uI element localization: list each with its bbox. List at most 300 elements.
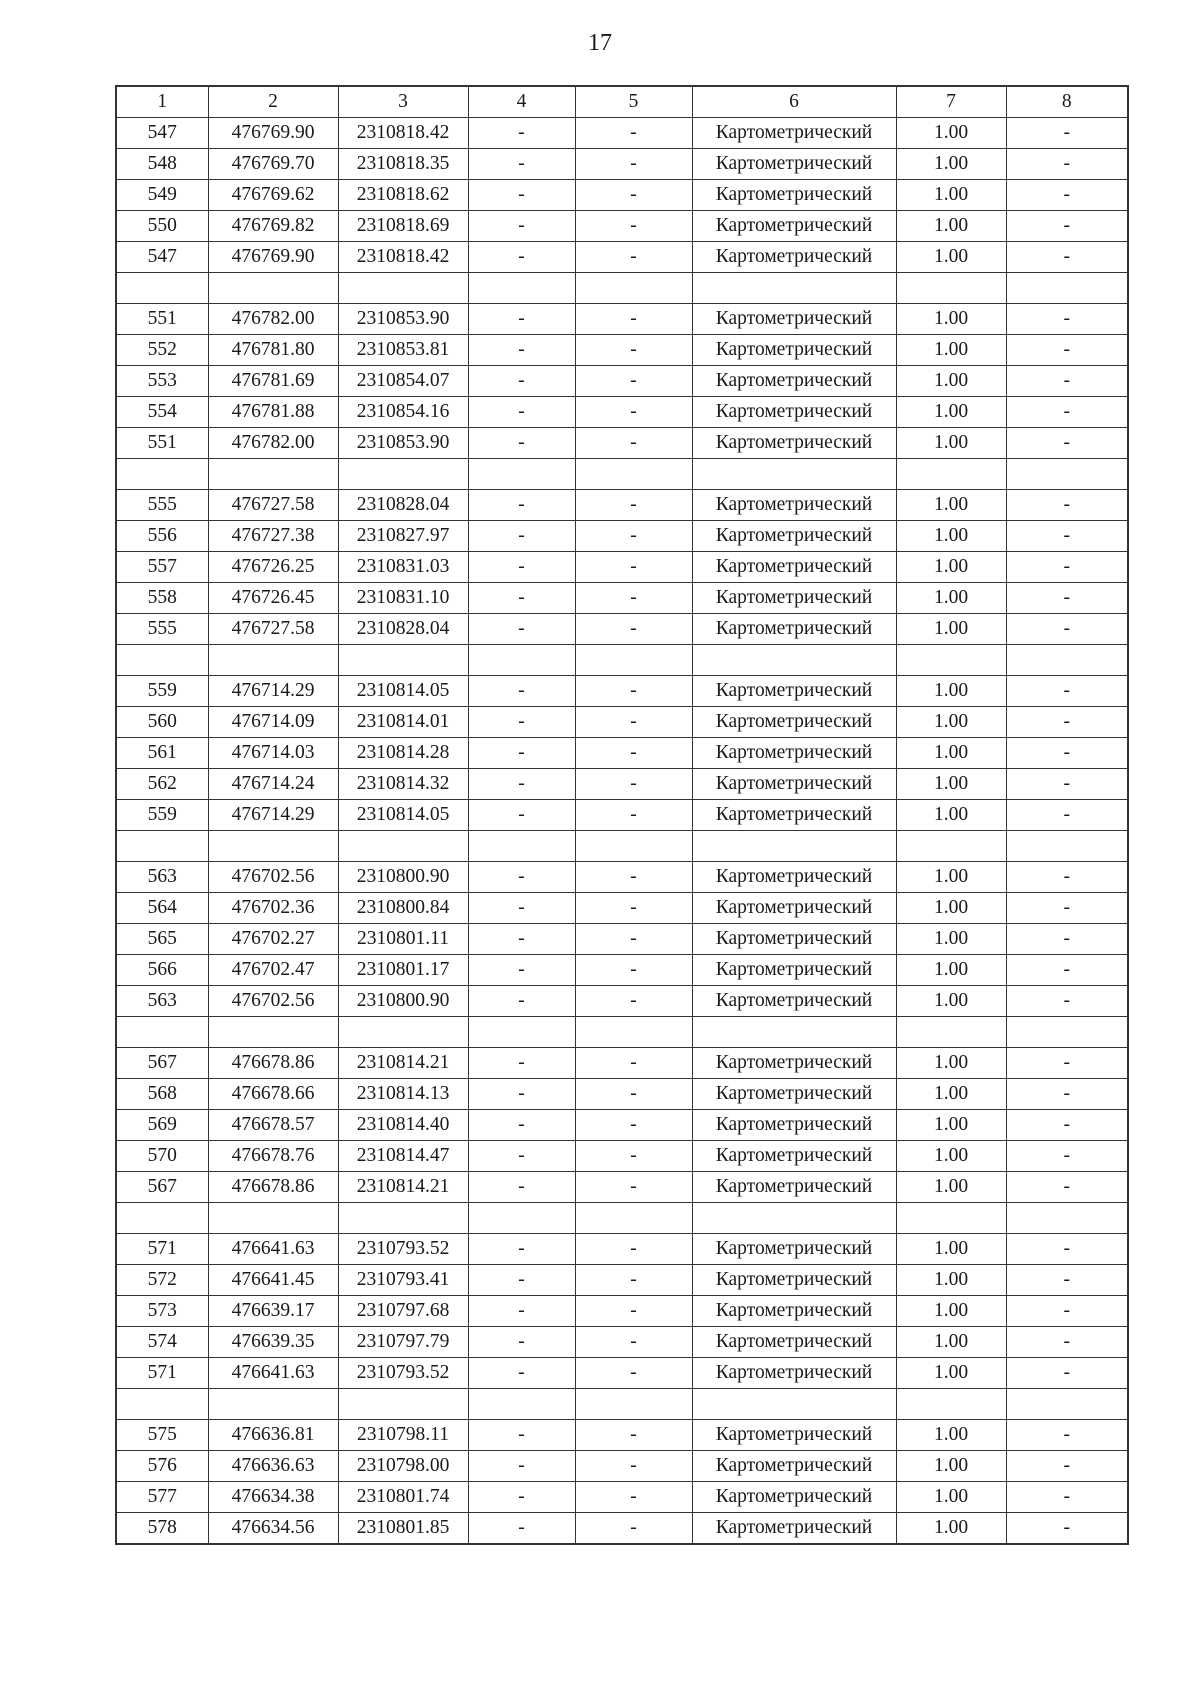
empty-cell xyxy=(575,459,692,490)
cell-y-coordinate: 2310800.84 xyxy=(338,893,468,924)
cell-col-4: - xyxy=(468,1234,575,1265)
cell-y-coordinate: 2310818.69 xyxy=(338,211,468,242)
cell-accuracy: 1.00 xyxy=(896,490,1006,521)
empty-cell xyxy=(116,459,208,490)
cell-accuracy: 1.00 xyxy=(896,955,1006,986)
empty-cell xyxy=(208,459,338,490)
cell-col-4: - xyxy=(468,211,575,242)
table-row xyxy=(116,769,1128,800)
table-spacer-row xyxy=(116,1389,1128,1420)
cell-y-coordinate: 2310793.52 xyxy=(338,1234,468,1265)
cell-col-8: - xyxy=(1006,738,1128,769)
table-row xyxy=(116,1451,1128,1482)
cell-col-5: - xyxy=(575,1296,692,1327)
cell-col-5: - xyxy=(575,614,692,645)
cell-point-number: 560 xyxy=(116,707,208,738)
table-row xyxy=(116,1079,1128,1110)
cell-y-coordinate: 2310793.52 xyxy=(338,1358,468,1389)
cell-col-5: - xyxy=(575,1451,692,1482)
cell-col-4: - xyxy=(468,242,575,273)
empty-cell xyxy=(338,831,468,862)
cell-x-coordinate: 476641.45 xyxy=(208,1265,338,1296)
cell-y-coordinate: 2310818.42 xyxy=(338,118,468,149)
table-row xyxy=(116,1327,1128,1358)
cell-accuracy: 1.00 xyxy=(896,986,1006,1017)
cell-method: Картометрический xyxy=(692,1296,896,1327)
empty-cell xyxy=(468,459,575,490)
cell-x-coordinate: 476727.58 xyxy=(208,614,338,645)
cell-y-coordinate: 2310797.68 xyxy=(338,1296,468,1327)
header-cell: 5 xyxy=(575,86,692,118)
cell-col-5: - xyxy=(575,552,692,583)
cell-col-5: - xyxy=(575,1234,692,1265)
cell-accuracy: 1.00 xyxy=(896,1110,1006,1141)
cell-method: Картометрический xyxy=(692,955,896,986)
cell-x-coordinate: 476726.25 xyxy=(208,552,338,583)
cell-col-4: - xyxy=(468,614,575,645)
cell-x-coordinate: 476678.76 xyxy=(208,1141,338,1172)
cell-point-number: 552 xyxy=(116,335,208,366)
cell-col-8: - xyxy=(1006,1327,1128,1358)
cell-y-coordinate: 2310814.05 xyxy=(338,676,468,707)
cell-col-4: - xyxy=(468,521,575,552)
cell-x-coordinate: 476639.17 xyxy=(208,1296,338,1327)
table-row xyxy=(116,583,1128,614)
cell-method: Картометрический xyxy=(692,1358,896,1389)
cell-accuracy: 1.00 xyxy=(896,118,1006,149)
cell-y-coordinate: 2310814.01 xyxy=(338,707,468,738)
cell-col-5: - xyxy=(575,521,692,552)
cell-col-5: - xyxy=(575,924,692,955)
empty-cell xyxy=(896,273,1006,304)
empty-cell xyxy=(896,459,1006,490)
cell-y-coordinate: 2310798.00 xyxy=(338,1451,468,1482)
cell-x-coordinate: 476714.29 xyxy=(208,676,338,707)
cell-col-5: - xyxy=(575,738,692,769)
cell-accuracy: 1.00 xyxy=(896,180,1006,211)
cell-method: Картометрический xyxy=(692,1048,896,1079)
cell-method: Картометрический xyxy=(692,304,896,335)
cell-method: Картометрический xyxy=(692,1513,896,1545)
cell-col-4: - xyxy=(468,986,575,1017)
cell-col-8: - xyxy=(1006,1358,1128,1389)
cell-col-4: - xyxy=(468,149,575,180)
cell-y-coordinate: 2310827.97 xyxy=(338,521,468,552)
cell-method: Картометрический xyxy=(692,242,896,273)
cell-point-number: 567 xyxy=(116,1172,208,1203)
table-row xyxy=(116,428,1128,459)
empty-cell xyxy=(1006,1203,1128,1234)
cell-point-number: 572 xyxy=(116,1265,208,1296)
cell-y-coordinate: 2310854.07 xyxy=(338,366,468,397)
cell-method: Картометрический xyxy=(692,986,896,1017)
cell-y-coordinate: 2310854.16 xyxy=(338,397,468,428)
cell-col-5: - xyxy=(575,490,692,521)
cell-col-5: - xyxy=(575,1358,692,1389)
cell-y-coordinate: 2310818.62 xyxy=(338,180,468,211)
cell-x-coordinate: 476702.36 xyxy=(208,893,338,924)
cell-x-coordinate: 476702.56 xyxy=(208,986,338,1017)
cell-y-coordinate: 2310814.21 xyxy=(338,1048,468,1079)
cell-x-coordinate: 476781.88 xyxy=(208,397,338,428)
cell-accuracy: 1.00 xyxy=(896,1265,1006,1296)
cell-col-8: - xyxy=(1006,583,1128,614)
table-row xyxy=(116,180,1128,211)
table-row xyxy=(116,1234,1128,1265)
cell-col-4: - xyxy=(468,707,575,738)
empty-cell xyxy=(338,645,468,676)
cell-point-number: 571 xyxy=(116,1234,208,1265)
cell-y-coordinate: 2310818.35 xyxy=(338,149,468,180)
table-spacer-row xyxy=(116,1017,1128,1048)
cell-point-number: 557 xyxy=(116,552,208,583)
cell-y-coordinate: 2310818.42 xyxy=(338,242,468,273)
cell-col-5: - xyxy=(575,304,692,335)
cell-method: Картометрический xyxy=(692,1420,896,1451)
cell-col-5: - xyxy=(575,149,692,180)
cell-col-5: - xyxy=(575,986,692,1017)
cell-point-number: 570 xyxy=(116,1141,208,1172)
empty-cell xyxy=(896,1389,1006,1420)
empty-cell xyxy=(896,831,1006,862)
cell-y-coordinate: 2310801.74 xyxy=(338,1482,468,1513)
empty-cell xyxy=(1006,645,1128,676)
header-cell: 3 xyxy=(338,86,468,118)
table-spacer-row xyxy=(116,831,1128,862)
empty-cell xyxy=(896,645,1006,676)
cell-accuracy: 1.00 xyxy=(896,1048,1006,1079)
cell-x-coordinate: 476782.00 xyxy=(208,428,338,459)
cell-point-number: 566 xyxy=(116,955,208,986)
cell-method: Картометрический xyxy=(692,583,896,614)
cell-method: Картометрический xyxy=(692,366,896,397)
cell-method: Картометрический xyxy=(692,924,896,955)
cell-x-coordinate: 476702.47 xyxy=(208,955,338,986)
cell-col-8: - xyxy=(1006,335,1128,366)
cell-method: Картометрический xyxy=(692,769,896,800)
cell-col-5: - xyxy=(575,1048,692,1079)
empty-cell xyxy=(575,1389,692,1420)
cell-accuracy: 1.00 xyxy=(896,1451,1006,1482)
cell-point-number: 551 xyxy=(116,304,208,335)
cell-accuracy: 1.00 xyxy=(896,1234,1006,1265)
cell-point-number: 547 xyxy=(116,118,208,149)
table-row xyxy=(116,955,1128,986)
cell-x-coordinate: 476727.38 xyxy=(208,521,338,552)
cell-point-number: 574 xyxy=(116,1327,208,1358)
empty-cell xyxy=(692,1203,896,1234)
cell-method: Картометрический xyxy=(692,738,896,769)
cell-method: Картометрический xyxy=(692,428,896,459)
table-row xyxy=(116,242,1128,273)
cell-method: Картометрический xyxy=(692,614,896,645)
cell-x-coordinate: 476678.57 xyxy=(208,1110,338,1141)
empty-cell xyxy=(208,645,338,676)
cell-col-5: - xyxy=(575,1420,692,1451)
cell-point-number: 559 xyxy=(116,676,208,707)
cell-col-8: - xyxy=(1006,614,1128,645)
cell-col-8: - xyxy=(1006,707,1128,738)
cell-col-8: - xyxy=(1006,366,1128,397)
table-row xyxy=(116,1110,1128,1141)
cell-accuracy: 1.00 xyxy=(896,862,1006,893)
cell-y-coordinate: 2310801.17 xyxy=(338,955,468,986)
cell-point-number: 575 xyxy=(116,1420,208,1451)
cell-accuracy: 1.00 xyxy=(896,583,1006,614)
cell-accuracy: 1.00 xyxy=(896,1141,1006,1172)
cell-col-4: - xyxy=(468,1327,575,1358)
cell-method: Картометрический xyxy=(692,1234,896,1265)
empty-cell xyxy=(468,1389,575,1420)
cell-col-4: - xyxy=(468,1482,575,1513)
cell-col-8: - xyxy=(1006,1420,1128,1451)
cell-point-number: 547 xyxy=(116,242,208,273)
cell-col-8: - xyxy=(1006,1451,1128,1482)
cell-accuracy: 1.00 xyxy=(896,397,1006,428)
cell-method: Картометрический xyxy=(692,1451,896,1482)
empty-cell xyxy=(1006,273,1128,304)
cell-accuracy: 1.00 xyxy=(896,800,1006,831)
cell-x-coordinate: 476702.27 xyxy=(208,924,338,955)
cell-y-coordinate: 2310814.21 xyxy=(338,1172,468,1203)
table-header-row xyxy=(116,86,1128,118)
empty-cell xyxy=(116,1017,208,1048)
cell-col-4: - xyxy=(468,893,575,924)
table-row xyxy=(116,1296,1128,1327)
cell-x-coordinate: 476714.03 xyxy=(208,738,338,769)
table-row xyxy=(116,1141,1128,1172)
cell-col-5: - xyxy=(575,211,692,242)
cell-accuracy: 1.00 xyxy=(896,1420,1006,1451)
table-row xyxy=(116,1358,1128,1389)
cell-method: Картометрический xyxy=(692,490,896,521)
cell-point-number: 561 xyxy=(116,738,208,769)
empty-cell xyxy=(208,1389,338,1420)
cell-col-5: - xyxy=(575,1172,692,1203)
table-row xyxy=(116,924,1128,955)
cell-y-coordinate: 2310801.85 xyxy=(338,1513,468,1545)
cell-col-8: - xyxy=(1006,552,1128,583)
cell-col-4: - xyxy=(468,397,575,428)
cell-point-number: 558 xyxy=(116,583,208,614)
cell-accuracy: 1.00 xyxy=(896,769,1006,800)
table-row xyxy=(116,1172,1128,1203)
cell-y-coordinate: 2310853.90 xyxy=(338,428,468,459)
cell-col-4: - xyxy=(468,800,575,831)
cell-accuracy: 1.00 xyxy=(896,304,1006,335)
empty-cell xyxy=(692,645,896,676)
cell-col-5: - xyxy=(575,180,692,211)
empty-cell xyxy=(692,831,896,862)
cell-x-coordinate: 476714.09 xyxy=(208,707,338,738)
cell-col-8: - xyxy=(1006,1079,1128,1110)
empty-cell xyxy=(116,1389,208,1420)
table-row xyxy=(116,1048,1128,1079)
cell-col-8: - xyxy=(1006,800,1128,831)
table-row xyxy=(116,552,1128,583)
empty-cell xyxy=(692,273,896,304)
table-row xyxy=(116,490,1128,521)
cell-accuracy: 1.00 xyxy=(896,366,1006,397)
cell-accuracy: 1.00 xyxy=(896,1358,1006,1389)
table-row xyxy=(116,335,1128,366)
cell-point-number: 577 xyxy=(116,1482,208,1513)
cell-y-coordinate: 2310798.11 xyxy=(338,1420,468,1451)
table-row xyxy=(116,211,1128,242)
cell-col-8: - xyxy=(1006,1141,1128,1172)
empty-cell xyxy=(575,273,692,304)
cell-y-coordinate: 2310814.47 xyxy=(338,1141,468,1172)
cell-point-number: 573 xyxy=(116,1296,208,1327)
table-row xyxy=(116,738,1128,769)
header-cell: 7 xyxy=(896,86,1006,118)
cell-col-5: - xyxy=(575,118,692,149)
page-number: 17 xyxy=(588,30,612,56)
table-body xyxy=(116,118,1128,1545)
table-row xyxy=(116,397,1128,428)
cell-x-coordinate: 476714.29 xyxy=(208,800,338,831)
cell-x-coordinate: 476769.90 xyxy=(208,242,338,273)
cell-x-coordinate: 476678.86 xyxy=(208,1048,338,1079)
cell-col-4: - xyxy=(468,304,575,335)
cell-x-coordinate: 476641.63 xyxy=(208,1234,338,1265)
cell-accuracy: 1.00 xyxy=(896,738,1006,769)
cell-point-number: 571 xyxy=(116,1358,208,1389)
cell-accuracy: 1.00 xyxy=(896,1513,1006,1545)
empty-cell xyxy=(468,273,575,304)
empty-cell xyxy=(896,1203,1006,1234)
cell-col-5: - xyxy=(575,1110,692,1141)
cell-point-number: 562 xyxy=(116,769,208,800)
cell-point-number: 576 xyxy=(116,1451,208,1482)
cell-col-8: - xyxy=(1006,1172,1128,1203)
cell-col-4: - xyxy=(468,862,575,893)
cell-col-8: - xyxy=(1006,676,1128,707)
cell-point-number: 551 xyxy=(116,428,208,459)
cell-accuracy: 1.00 xyxy=(896,335,1006,366)
empty-cell xyxy=(575,1017,692,1048)
cell-method: Картометрический xyxy=(692,397,896,428)
cell-y-coordinate: 2310831.10 xyxy=(338,583,468,614)
cell-method: Картометрический xyxy=(692,800,896,831)
empty-cell xyxy=(468,831,575,862)
empty-cell xyxy=(116,273,208,304)
cell-col-5: - xyxy=(575,583,692,614)
cell-col-5: - xyxy=(575,335,692,366)
cell-col-5: - xyxy=(575,769,692,800)
cell-point-number: 554 xyxy=(116,397,208,428)
cell-col-5: - xyxy=(575,893,692,924)
empty-cell xyxy=(116,645,208,676)
cell-accuracy: 1.00 xyxy=(896,428,1006,459)
empty-cell xyxy=(575,645,692,676)
cell-method: Картометрический xyxy=(692,676,896,707)
cell-point-number: 549 xyxy=(116,180,208,211)
cell-method: Картометрический xyxy=(692,1079,896,1110)
cell-y-coordinate: 2310828.04 xyxy=(338,490,468,521)
cell-point-number: 555 xyxy=(116,614,208,645)
table-row xyxy=(116,986,1128,1017)
cell-method: Картометрический xyxy=(692,118,896,149)
table-row xyxy=(116,304,1128,335)
cell-col-5: - xyxy=(575,428,692,459)
cell-method: Картометрический xyxy=(692,211,896,242)
cell-accuracy: 1.00 xyxy=(896,552,1006,583)
table-row xyxy=(116,862,1128,893)
empty-cell xyxy=(338,1203,468,1234)
cell-col-5: - xyxy=(575,862,692,893)
cell-col-4: - xyxy=(468,1451,575,1482)
cell-col-5: - xyxy=(575,1265,692,1296)
cell-col-8: - xyxy=(1006,1265,1128,1296)
table-row xyxy=(116,521,1128,552)
cell-accuracy: 1.00 xyxy=(896,893,1006,924)
cell-x-coordinate: 476781.69 xyxy=(208,366,338,397)
cell-method: Картометрический xyxy=(692,893,896,924)
cell-y-coordinate: 2310814.13 xyxy=(338,1079,468,1110)
table-row xyxy=(116,1265,1128,1296)
coordinates-table xyxy=(115,85,1129,1545)
cell-col-8: - xyxy=(1006,862,1128,893)
empty-cell xyxy=(208,273,338,304)
cell-col-4: - xyxy=(468,1079,575,1110)
cell-col-8: - xyxy=(1006,986,1128,1017)
cell-point-number: 548 xyxy=(116,149,208,180)
cell-method: Картометрический xyxy=(692,862,896,893)
cell-col-4: - xyxy=(468,366,575,397)
cell-col-8: - xyxy=(1006,180,1128,211)
cell-col-4: - xyxy=(468,955,575,986)
cell-y-coordinate: 2310828.04 xyxy=(338,614,468,645)
empty-cell xyxy=(338,459,468,490)
empty-cell xyxy=(468,1203,575,1234)
table-row xyxy=(116,118,1128,149)
cell-col-8: - xyxy=(1006,955,1128,986)
cell-col-5: - xyxy=(575,1079,692,1110)
cell-accuracy: 1.00 xyxy=(896,1296,1006,1327)
cell-col-4: - xyxy=(468,490,575,521)
cell-col-4: - xyxy=(468,335,575,366)
cell-col-5: - xyxy=(575,955,692,986)
cell-x-coordinate: 476769.70 xyxy=(208,149,338,180)
cell-col-4: - xyxy=(468,738,575,769)
empty-cell xyxy=(692,1389,896,1420)
cell-y-coordinate: 2310800.90 xyxy=(338,862,468,893)
cell-method: Картометрический xyxy=(692,1172,896,1203)
table-row xyxy=(116,1482,1128,1513)
cell-col-8: - xyxy=(1006,924,1128,955)
cell-point-number: 569 xyxy=(116,1110,208,1141)
cell-method: Картометрический xyxy=(692,1327,896,1358)
cell-col-4: - xyxy=(468,1296,575,1327)
cell-x-coordinate: 476634.38 xyxy=(208,1482,338,1513)
cell-point-number: 565 xyxy=(116,924,208,955)
empty-cell xyxy=(208,831,338,862)
cell-accuracy: 1.00 xyxy=(896,242,1006,273)
cell-x-coordinate: 476714.24 xyxy=(208,769,338,800)
header-cell: 8 xyxy=(1006,86,1128,118)
cell-col-4: - xyxy=(468,769,575,800)
cell-point-number: 559 xyxy=(116,800,208,831)
cell-x-coordinate: 476769.62 xyxy=(208,180,338,211)
empty-cell xyxy=(896,1017,1006,1048)
table-spacer-row xyxy=(116,645,1128,676)
cell-accuracy: 1.00 xyxy=(896,521,1006,552)
cell-x-coordinate: 476636.81 xyxy=(208,1420,338,1451)
table-spacer-row xyxy=(116,459,1128,490)
empty-cell xyxy=(575,831,692,862)
cell-x-coordinate: 476639.35 xyxy=(208,1327,338,1358)
